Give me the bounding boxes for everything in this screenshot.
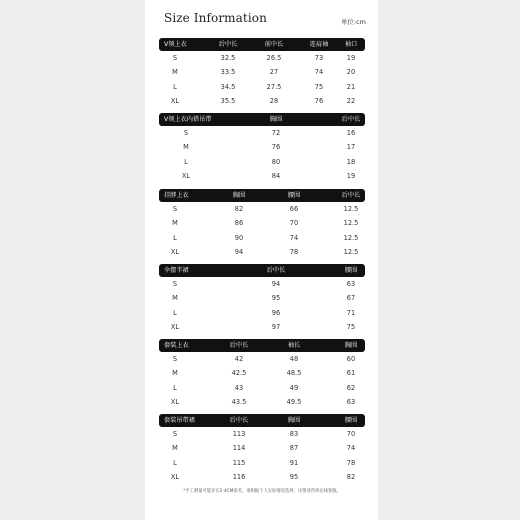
table-header — [159, 339, 365, 352]
size-cell: M — [183, 143, 189, 152]
table-title: V领上衣 — [164, 41, 187, 48]
column-header: 腰围 — [344, 417, 358, 424]
table-title: 套装吊带裙 — [164, 417, 195, 424]
value-cell: 26.5 — [266, 54, 282, 62]
table-title: 伞摆半裙 — [164, 267, 189, 274]
value-cell: 82 — [346, 472, 356, 481]
table-row — [159, 231, 365, 245]
value-cell: 116 — [232, 472, 246, 481]
value-cell: 27.5 — [266, 82, 282, 91]
value-cell: 48.5 — [286, 369, 302, 378]
column-header: 袖长 — [287, 342, 301, 349]
table-title: V领上衣内搭吊带 — [164, 116, 212, 123]
size-cell: M — [172, 369, 178, 378]
table-row — [159, 470, 365, 484]
value-cell: 70 — [346, 430, 356, 438]
size-cell: S — [172, 280, 178, 288]
column-header: 腰围 — [287, 192, 301, 199]
value-cell: 32.5 — [220, 54, 236, 62]
column-header: 胸围 — [344, 342, 358, 349]
size-cell: L — [184, 157, 188, 166]
size-table-5 — [159, 339, 365, 409]
value-cell: 86 — [234, 219, 244, 228]
size-info-card — [145, 0, 378, 520]
table-row — [159, 456, 365, 470]
size-cell: S — [172, 355, 178, 363]
column-header: 后中长 — [229, 417, 249, 424]
value-cell: 78 — [346, 458, 356, 467]
value-cell: 60 — [346, 355, 356, 363]
value-cell: 66 — [289, 205, 299, 213]
column-header: 连肩袖 — [309, 41, 329, 48]
table-row — [159, 94, 365, 108]
footnote: *手工测量可能存在2-4CM误差，请根据个人实际情况选择，详情请咨询在线客服。 — [183, 489, 341, 494]
value-cell: 49.5 — [286, 397, 302, 406]
value-cell: 97 — [271, 322, 281, 331]
size-cell: L — [173, 82, 177, 91]
table-title: 套装上衣 — [164, 342, 189, 349]
value-cell: 82 — [234, 205, 244, 213]
size-cell: S — [183, 129, 189, 137]
value-cell: 94 — [271, 280, 281, 288]
value-cell: 48 — [289, 355, 299, 363]
size-cell: L — [173, 233, 177, 242]
size-cell: S — [172, 54, 178, 62]
value-cell: 42.5 — [231, 369, 247, 378]
value-cell: 76 — [271, 143, 281, 152]
value-cell: 43 — [234, 383, 244, 392]
value-cell: 12.5 — [343, 205, 359, 213]
value-cell: 75 — [346, 322, 356, 331]
size-cell: XL — [170, 96, 180, 105]
value-cell: 18 — [346, 157, 356, 166]
value-cell: 19 — [346, 54, 356, 62]
table-title: 挂脖上衣 — [164, 192, 189, 199]
table-header — [159, 264, 365, 277]
column-header: 前中长 — [264, 41, 284, 48]
column-header: 胸围 — [269, 116, 283, 123]
unit-label: 单位:cm — [340, 18, 366, 26]
value-cell: 95 — [271, 294, 281, 303]
value-cell: 42 — [234, 355, 244, 363]
page-title: Size Information — [164, 11, 267, 25]
table-row — [159, 80, 365, 94]
size-cell: XL — [170, 397, 180, 406]
size-table-4 — [159, 264, 365, 334]
column-header: 后中长 — [229, 342, 249, 349]
value-cell: 91 — [289, 458, 299, 467]
value-cell: 49 — [289, 383, 299, 392]
table-row — [159, 216, 365, 230]
value-cell: 34.5 — [220, 82, 236, 91]
table-row — [159, 320, 365, 334]
value-cell: 94 — [234, 247, 244, 256]
size-cell: XL — [181, 171, 191, 180]
value-cell: 74 — [314, 68, 324, 77]
column-header: 后中长 — [341, 116, 361, 123]
value-cell: 61 — [346, 369, 356, 378]
value-cell: 27 — [269, 68, 279, 77]
size-table-3 — [159, 189, 365, 259]
value-cell: 63 — [346, 280, 356, 288]
size-table-1 — [159, 38, 365, 108]
value-cell: 21 — [346, 82, 356, 91]
value-cell: 19 — [346, 171, 356, 180]
value-cell: 90 — [234, 233, 244, 242]
table-row — [159, 140, 365, 154]
table-row — [159, 381, 365, 395]
column-header: 腰围 — [344, 267, 358, 274]
header — [145, 0, 378, 36]
value-cell: 74 — [289, 233, 299, 242]
value-cell: 22 — [346, 96, 356, 105]
size-cell: XL — [170, 322, 180, 331]
value-cell: 75 — [314, 82, 324, 91]
size-cell: L — [173, 383, 177, 392]
value-cell: 84 — [271, 171, 281, 180]
table-row — [159, 395, 365, 409]
value-cell: 114 — [232, 444, 246, 453]
table-row — [159, 277, 365, 291]
value-cell: 33.5 — [220, 68, 236, 77]
column-header: 后中长 — [266, 267, 286, 274]
column-header: 后中长 — [341, 192, 361, 199]
value-cell: 87 — [289, 444, 299, 453]
value-cell: 16 — [346, 129, 356, 137]
table-row — [159, 126, 365, 140]
table-header — [159, 189, 365, 202]
table-header — [159, 38, 365, 51]
value-cell: 43.5 — [231, 397, 247, 406]
table-header — [159, 414, 365, 427]
column-header: 后中长 — [218, 41, 238, 48]
size-cell: L — [173, 308, 177, 317]
table-row — [159, 155, 365, 169]
value-cell: 12.5 — [343, 219, 359, 228]
size-cell: S — [172, 205, 178, 213]
table-row — [159, 366, 365, 380]
value-cell: 83 — [289, 430, 299, 438]
table-row — [159, 51, 365, 65]
value-cell: 70 — [289, 219, 299, 228]
column-header: 袖口 — [344, 41, 358, 48]
value-cell: 12.5 — [343, 233, 359, 242]
value-cell: 35.5 — [220, 96, 236, 105]
value-cell: 115 — [232, 458, 246, 467]
size-cell: M — [172, 68, 178, 77]
table-row — [159, 169, 365, 183]
column-header: 胸围 — [232, 192, 246, 199]
table-row — [159, 427, 365, 441]
size-cell: XL — [170, 472, 180, 481]
value-cell: 96 — [271, 308, 281, 317]
value-cell: 62 — [346, 383, 356, 392]
value-cell: 78 — [289, 247, 299, 256]
value-cell: 72 — [271, 129, 281, 137]
value-cell: 80 — [271, 157, 281, 166]
value-cell: 113 — [232, 430, 246, 438]
value-cell: 12.5 — [343, 247, 359, 256]
value-cell: 28 — [269, 96, 279, 105]
value-cell: 73 — [314, 54, 324, 62]
size-cell: M — [172, 294, 178, 303]
table-row — [159, 65, 365, 79]
value-cell: 67 — [346, 294, 356, 303]
size-cell: L — [173, 458, 177, 467]
value-cell: 20 — [346, 68, 356, 77]
size-cell: XL — [170, 247, 180, 256]
table-row — [159, 291, 365, 305]
column-header: 胸围 — [287, 417, 301, 424]
size-table-6 — [159, 414, 365, 484]
table-row — [159, 202, 365, 216]
table-row — [159, 245, 365, 259]
table-row — [159, 306, 365, 320]
size-cell: M — [172, 444, 178, 453]
size-cell: S — [172, 430, 178, 438]
size-cell: M — [172, 219, 178, 228]
value-cell: 74 — [346, 444, 356, 453]
table-row — [159, 352, 365, 366]
value-cell: 17 — [346, 143, 356, 152]
value-cell: 71 — [346, 308, 356, 317]
size-table-2 — [159, 113, 365, 183]
value-cell: 76 — [314, 96, 324, 105]
value-cell: 95 — [289, 472, 299, 481]
table-header — [159, 113, 365, 126]
value-cell: 63 — [346, 397, 356, 406]
table-row — [159, 441, 365, 455]
